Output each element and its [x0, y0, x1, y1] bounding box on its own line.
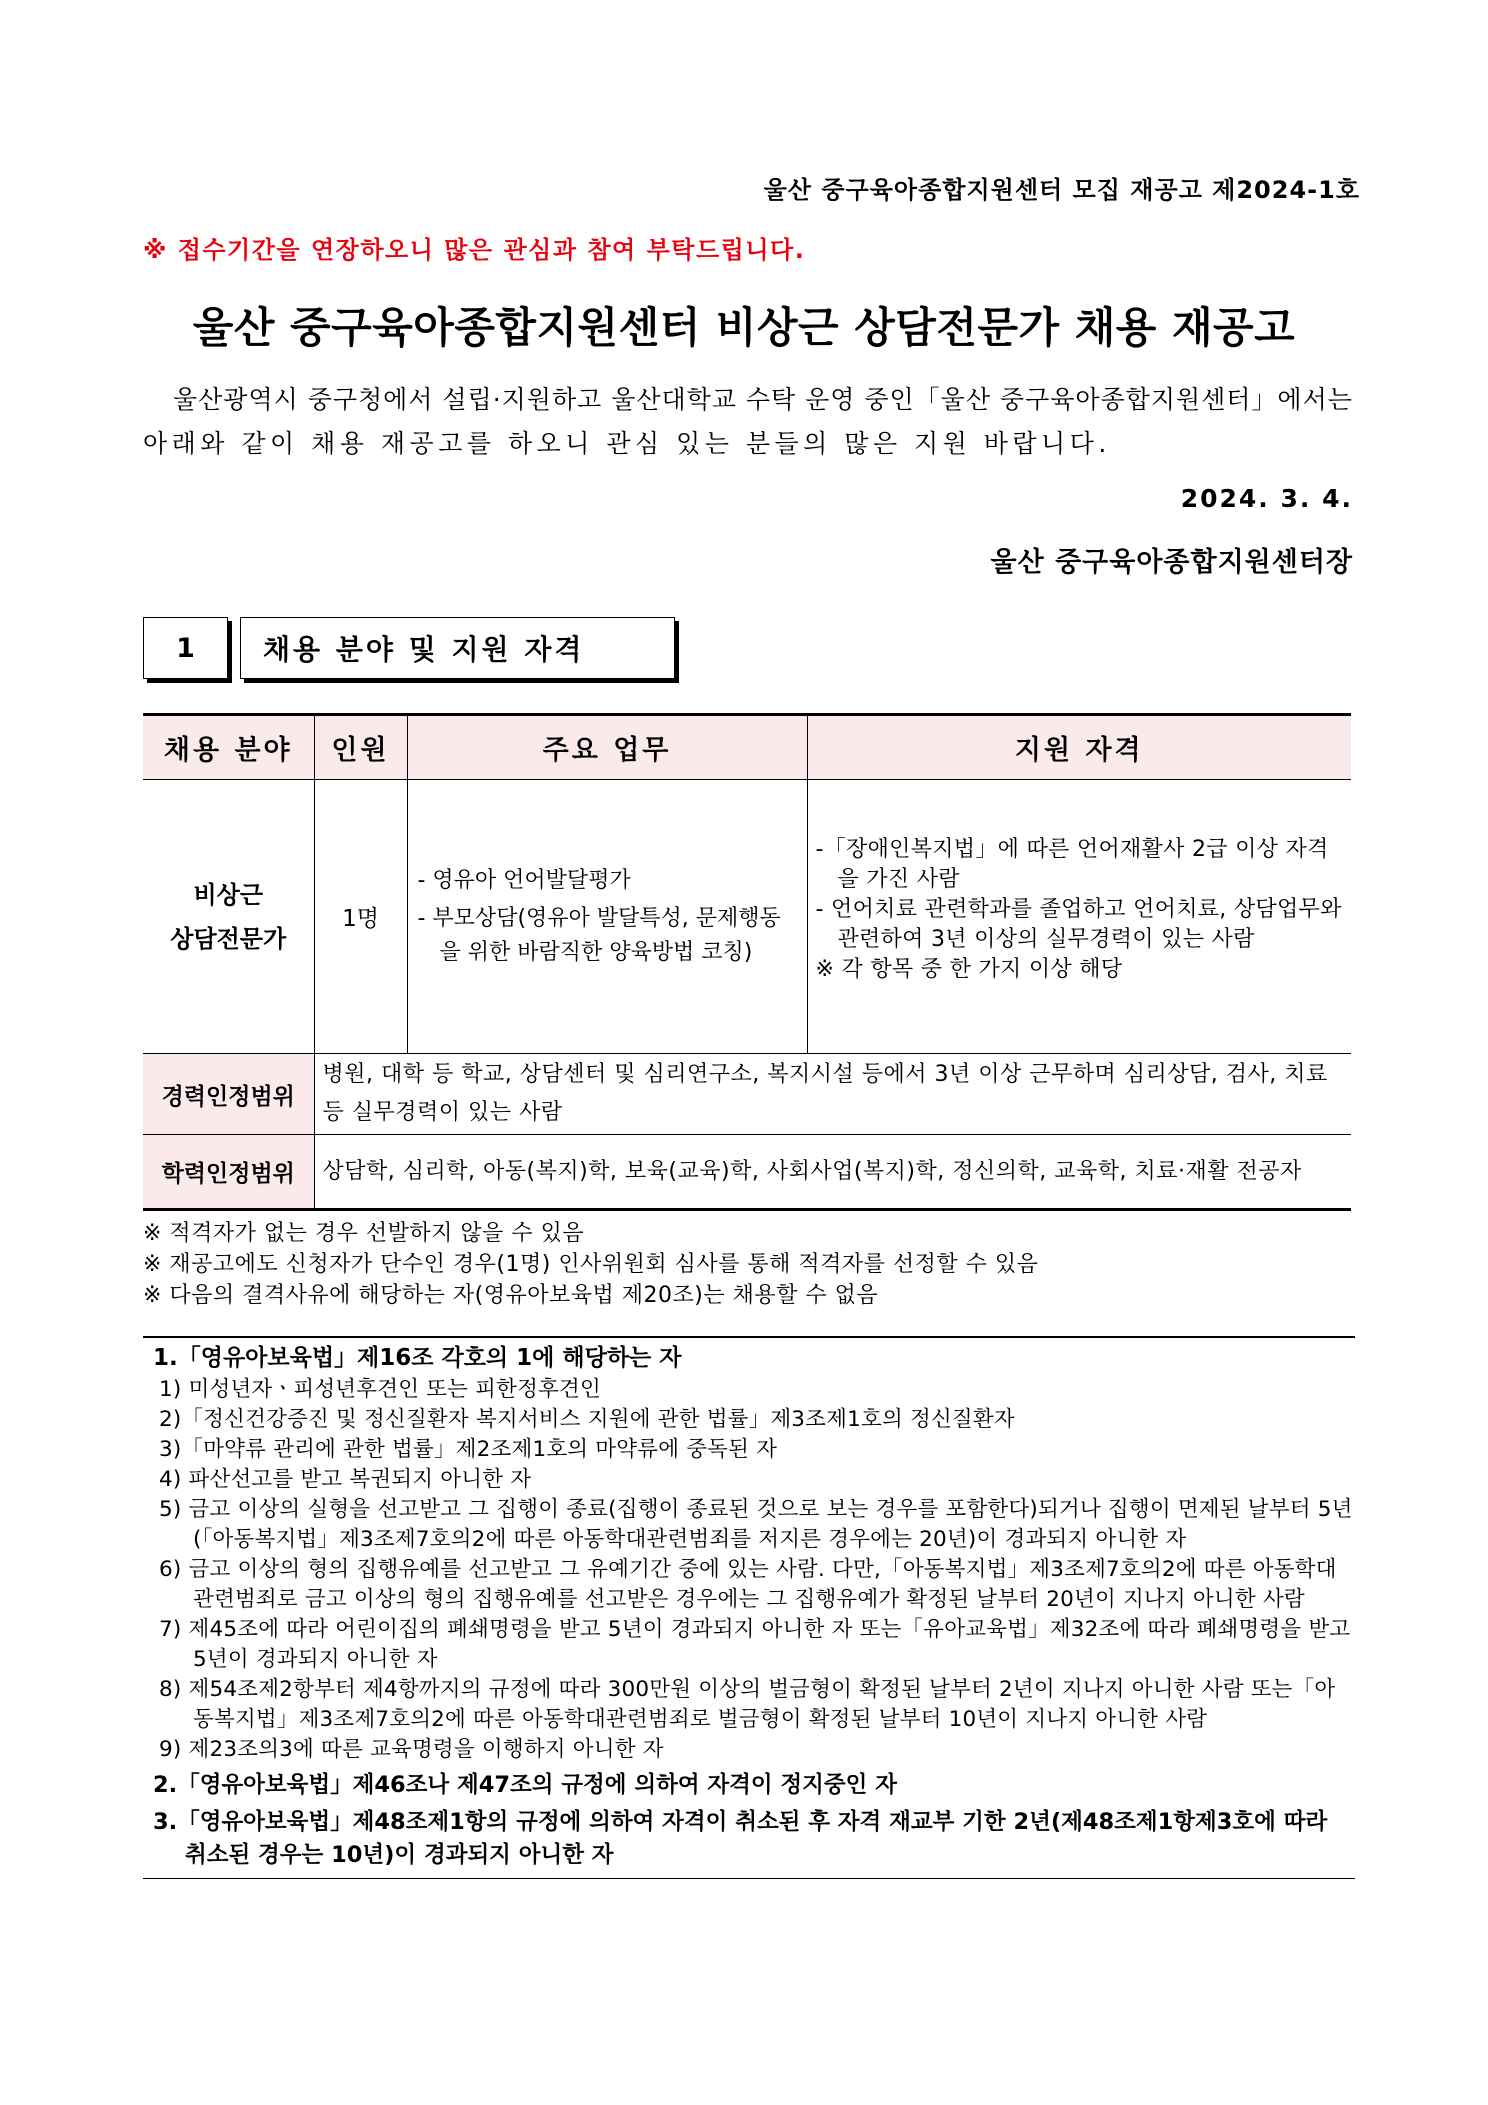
- note-item: ※ 다음의 결격사유에 해당하는 자(영유아보육법 제20조)는 채용할 수 없음: [143, 1283, 879, 1308]
- disqualification-box: [143, 1336, 1355, 1879]
- disqualification-item: 4) 파산선고를 받고 복권되지 아니한 자: [159, 1467, 532, 1492]
- education-label: 학력인정범위: [143, 1135, 314, 1210]
- disqualification-heading-2: 2.「영유아보육법」제46조나 제47조의 규정에 의하여 자격이 정지중인 자: [153, 1772, 897, 1798]
- header-qualifications: 지원 자격: [807, 715, 1351, 780]
- header-field: 채용 분야: [143, 715, 314, 780]
- notes: [143, 1218, 1038, 1311]
- recruitment-table: [143, 713, 1351, 1211]
- duty-item: - 영유아 언어발달평가: [417, 867, 631, 893]
- section-title: 채용 분야 및 지원 자격: [240, 617, 675, 679]
- disqualification-item: 8) 제54조제2항부터 제4항까지의 규정에 따라 300만원 이상의 벌금형이 확정된 날부터 2년이 지나지 아니한 사람 또는「아동복지법」제3조제7호의2에 따른 아동학대관련범죄로 벌금형이 확정된 날부터 10년이 지나지 아니한 사람: [159, 1677, 1336, 1732]
- count-cell: 1명: [314, 780, 407, 1054]
- note-item: ※ 재공고에도 신청자가 단수인 경우(1명) 인사위원회 심사를 통해 적격자를 선정할 수 있음: [143, 1252, 1039, 1277]
- qualification-item: -「장애인복지법」에 따른 언어재활사 2급 이상 자격을 가진 사람: [815, 837, 1329, 892]
- duty-item: - 부모상담(영유아 발달특성, 문제행동을 위한 바람직한 양육방법 코칭): [417, 905, 781, 965]
- header-count: 인원: [314, 715, 407, 780]
- announcement-date: 2024. 3. 4.: [1180, 484, 1353, 513]
- disqualification-item: 5) 금고 이상의 실형을 선고받고 그 집행이 종료(집행이 종료된 것으로 보는 경우를 포함한다)되거나 집행이 면제된 날부터 5년(「아동복지법」제3조제7호의2에 따른 아동학대관련범죄를 저지른 경우에는 20년)이 경과되지 아니한 자: [159, 1497, 1353, 1552]
- intro-paragraph: [143, 378, 1353, 466]
- disqualification-item: 2)「정신건강증진 및 정신질환자 복지서비스 지원에 관한 법률」제3조제1호의 정신질환자: [159, 1407, 1015, 1432]
- extension-notice: ※ 접수기간을 연장하오니 많은 관심과 참여 부탁드립니다.: [143, 236, 806, 264]
- note-item: ※ 적격자가 없는 경우 선발하지 않을 수 있음: [143, 1221, 585, 1246]
- disqualification-item: 7) 제45조에 따라 어린이집의 폐쇄명령을 받고 5년이 경과되지 아니한 자 또는「유아교육법」제32조에 따라 폐쇄명령을 받고 5년이 경과되지 아니한 자: [159, 1617, 1351, 1672]
- section-number: 1: [143, 617, 228, 679]
- career-label: 경력인정범위: [143, 1054, 314, 1135]
- table-row: [143, 780, 1351, 1054]
- intro-line-1: 울산광역시 중구청에서 설립·지원하고 울산대학교 수탁 운영 중인「울산 중구육아종합지원센터」에서는: [173, 385, 1353, 414]
- qualifications-cell: [807, 780, 1351, 1054]
- page-title: 울산 중구육아종합지원센터 비상근 상담전문가 채용 재공고: [192, 303, 1296, 352]
- education-text: 상담학, 심리학, 아동(복지)학, 보육(교육)학, 사회사업(복지)학, 정신의학, 교육학, 치료·재활 전공자: [314, 1135, 1351, 1210]
- qualification-item: - 언어치료 관련학과를 졸업하고 언어치료, 상담업무와 관련하여 3년 이상의 실무경력이 있는 사람: [815, 897, 1342, 952]
- career-text: 병원, 대학 등 학교, 상담센터 및 심리연구소, 복지시설 등에서 3년 이상 근무하며 심리상담, 검사, 치료 등 실무경력이 있는 사람: [314, 1054, 1351, 1135]
- field-line-1: 비상근: [193, 880, 264, 909]
- disqualification-heading-3: 3.「영유아보육법」제48조제1항의 규정에 의하여 자격이 취소된 후 자격 재교부 기한 2년(제48조제1항제3호에 따라 취소된 경우는 10년)이 경과되지 아니한 자: [153, 1809, 1328, 1868]
- table-header-row: [143, 715, 1351, 780]
- duties-cell: [407, 780, 807, 1054]
- disqualification-item: 1) 미성년자ㆍ피성년후견인 또는 피한정후견인: [159, 1377, 601, 1402]
- header-duties: 주요 업무: [407, 715, 807, 780]
- qualification-note: ※ 각 항목 중 한 가지 이상 해당: [815, 957, 1123, 982]
- signer: 울산 중구육아종합지원센터장: [990, 547, 1353, 578]
- document-number: 울산 중구육아종합지원센터 모집 재공고 제2024-1호: [763, 176, 1360, 204]
- intro-line-2: 아래와 같이 채용 재공고를 하오니 관심 있는 분들의 많은 지원 바랍니다.: [143, 429, 1111, 458]
- disqualification-item: 6) 금고 이상의 형의 집행유예를 선고받고 그 유예기간 중에 있는 사람. 다만,「아동복지법」제3조제7호의2에 따른 아동학대관련범죄로 금고 이상의 형의 집행유예를 선고받은 경우에는 그 집행유예가 확정된 날부터 20년이 지나지 아니한 사람: [159, 1557, 1337, 1612]
- disqualification-heading-1: 1.「영유아보육법」제16조 각호의 1에 해당하는 자: [153, 1345, 682, 1371]
- table-row: [143, 1135, 1351, 1210]
- table-row: [143, 1054, 1351, 1135]
- field-line-2: 상담전문가: [170, 924, 287, 953]
- disqualification-item: 9) 제23조의3에 따른 교육명령을 이행하지 아니한 자: [159, 1737, 664, 1762]
- field-cell: [143, 780, 314, 1054]
- disqualification-item: 3)「마약류 관리에 관한 법률」제2조제1호의 마약류에 중독된 자: [159, 1437, 778, 1462]
